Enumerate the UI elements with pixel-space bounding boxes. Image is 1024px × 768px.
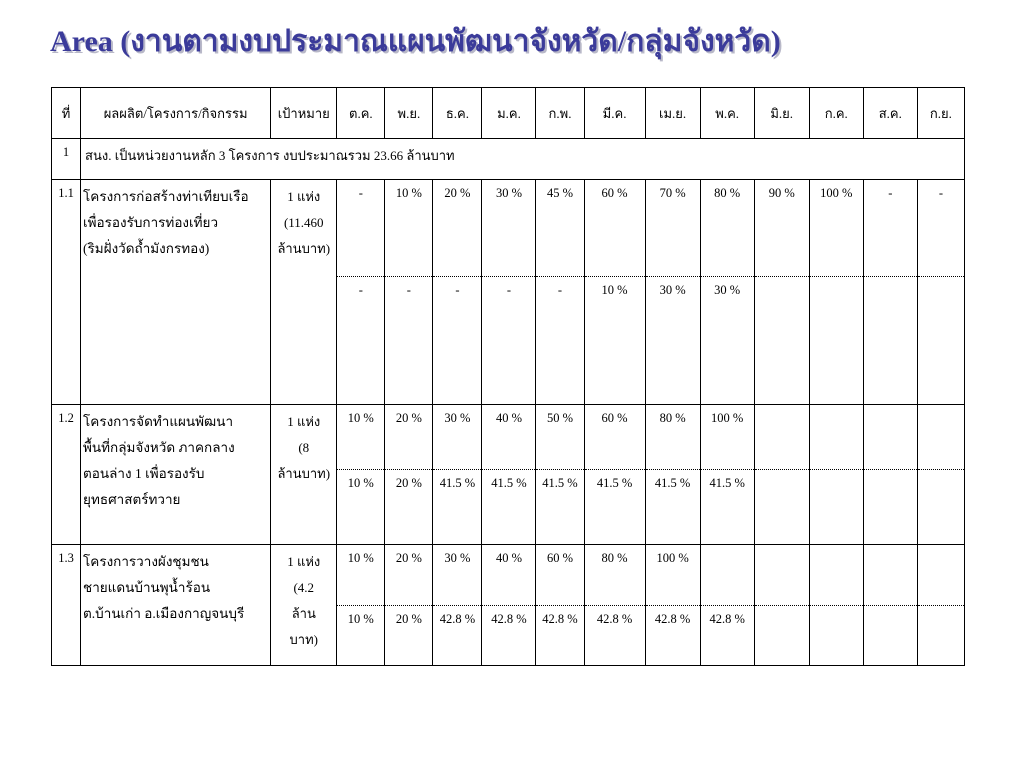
plan-progress-cell: 90 % (754, 180, 809, 277)
project-name-line: โครงการก่อสร้างท่าเทียบเรือ (83, 189, 249, 204)
actual-progress-cell (863, 277, 917, 405)
plan-progress-cell: - (863, 180, 917, 277)
project-number: 1.3 (52, 545, 81, 666)
plan-progress-cell: 60 % (584, 405, 645, 470)
header-month: ต.ค. (337, 88, 385, 139)
header-month: พ.ค. (700, 88, 754, 139)
actual-progress-cell (754, 277, 809, 405)
actual-progress-cell: 41.5 % (482, 470, 536, 545)
actual-progress-cell (917, 606, 964, 666)
actual-progress-cell (863, 470, 917, 545)
plan-progress-cell: 20 % (433, 180, 482, 277)
actual-progress-cell: 42.8 % (536, 606, 584, 666)
plan-progress-cell: 80 % (584, 545, 645, 606)
plan-progress-cell: 40 % (482, 405, 536, 470)
header-month: ธ.ค. (433, 88, 482, 139)
header-month: เม.ย. (645, 88, 700, 139)
header-target: เป้าหมาย (271, 88, 337, 139)
actual-progress-cell: - (482, 277, 536, 405)
actual-progress-cell: 42.8 % (645, 606, 700, 666)
page-title: Area (งานตามงบประมาณแผนพัฒนาจังหวัด/กลุ่มจังหวัด) (50, 25, 781, 58)
actual-progress-cell: 10 % (337, 470, 385, 545)
actual-progress-cell (917, 277, 964, 405)
project-name-line: พื้นที่กลุ่มจังหวัด ภาคกลาง (83, 440, 235, 455)
actual-progress-cell: - (536, 277, 584, 405)
actual-progress-cell (917, 470, 964, 545)
actual-progress-cell (809, 470, 863, 545)
actual-progress-cell: 10 % (584, 277, 645, 405)
header-month: ก.พ. (536, 88, 584, 139)
header-month: มิ.ย. (754, 88, 809, 139)
actual-progress-cell: 41.5 % (536, 470, 584, 545)
project-target-line: 1 แห่ง (287, 189, 321, 204)
header-row (52, 88, 965, 139)
plan-progress-cell: 10 % (385, 180, 433, 277)
actual-progress-cell: 41.5 % (584, 470, 645, 545)
project-target-line: 1 แห่ง (287, 414, 321, 429)
plan-progress-cell: 30 % (482, 180, 536, 277)
project-target (271, 180, 337, 405)
project-name-line: ตอนล่าง 1 เพื่อรองรับ (83, 466, 205, 481)
actual-progress-cell (754, 606, 809, 666)
summary-number: 1 (52, 139, 81, 180)
project-name-line: (ริมฝั่งวัดถ้ำมังกรทอง) (83, 241, 210, 256)
project-target-line: บาท) (289, 632, 318, 647)
project-name-line: ชายแดนบ้านพุน้ำร้อน (83, 580, 211, 595)
project-name-line: โครงการวางผังชุมชน (83, 554, 209, 569)
project-target-line: 1 แห่ง (287, 554, 321, 569)
plan-progress-cell: 40 % (482, 545, 536, 606)
plan-progress-cell: 100 % (809, 180, 863, 277)
project-name (81, 545, 271, 666)
plan-progress-cell: 70 % (645, 180, 700, 277)
header-month: ก.ย. (917, 88, 964, 139)
plan-progress-cell: 100 % (700, 405, 754, 470)
actual-progress-cell: - (433, 277, 482, 405)
plan-progress-cell: 10 % (337, 405, 385, 470)
project-name-line: ยุทธศาสตร์ทวาย (83, 492, 181, 507)
plan-progress-cell: - (917, 180, 964, 277)
plan-progress-cell (700, 545, 754, 606)
project-target-line: ล้าน (291, 606, 316, 621)
project-plan-row (52, 405, 965, 470)
project-name-line: โครงการจัดทำแผนพัฒนา (83, 414, 234, 429)
plan-progress-cell (754, 545, 809, 606)
actual-progress-cell: - (337, 277, 385, 405)
actual-progress-cell: 10 % (337, 606, 385, 666)
actual-progress-cell: 41.5 % (700, 470, 754, 545)
plan-progress-cell: 60 % (536, 545, 584, 606)
actual-progress-cell: 42.8 % (482, 606, 536, 666)
actual-progress-cell: 42.8 % (700, 606, 754, 666)
project-target-line: ล้านบาท) (277, 466, 331, 481)
plan-progress-cell (863, 545, 917, 606)
project-name (81, 405, 271, 545)
header-month: มี.ค. (584, 88, 645, 139)
summary-row (52, 139, 965, 180)
plan-progress-cell: 60 % (584, 180, 645, 277)
actual-progress-cell (754, 470, 809, 545)
plan-progress-cell: 20 % (385, 545, 433, 606)
plan-progress-cell (917, 545, 964, 606)
header-month: ม.ค. (482, 88, 536, 139)
actual-progress-cell: 42.8 % (584, 606, 645, 666)
header-no: ที่ (52, 88, 81, 139)
plan-progress-cell: 100 % (645, 545, 700, 606)
project-number: 1.1 (52, 180, 81, 405)
project-target-line: ล้านบาท) (277, 241, 331, 256)
plan-progress-cell (809, 405, 863, 470)
summary-text: สนง. เป็นหน่วยงานหลัก 3 โครงการ งบประมาณรวม 23.66 ล้านบาท (81, 139, 965, 180)
project-number: 1.2 (52, 405, 81, 545)
actual-progress-cell: 41.5 % (433, 470, 482, 545)
actual-progress-cell: 41.5 % (645, 470, 700, 545)
plan-progress-cell: 30 % (433, 405, 482, 470)
plan-progress-cell (754, 405, 809, 470)
plan-progress-cell: 80 % (700, 180, 754, 277)
header-item: ผลผลิต/โครงการ/กิจกรรม (81, 88, 271, 139)
plan-progress-cell: - (337, 180, 385, 277)
project-target-line: (8 (298, 440, 310, 455)
plan-progress-cell: 30 % (433, 545, 482, 606)
project-name-line: เพื่อรองรับการท่องเที่ยว (83, 215, 219, 230)
project-plan-row (52, 545, 965, 606)
plan-progress-cell: 10 % (337, 545, 385, 606)
project-target-line: (4.2 (293, 580, 315, 595)
plan-progress-cell (917, 405, 964, 470)
plan-progress-cell: 80 % (645, 405, 700, 470)
project-plan-row (52, 180, 965, 277)
project-target (271, 545, 337, 666)
actual-progress-cell: 20 % (385, 606, 433, 666)
actual-progress-cell: 30 % (700, 277, 754, 405)
actual-progress-cell (863, 606, 917, 666)
actual-progress-cell: - (385, 277, 433, 405)
actual-progress-cell: 42.8 % (433, 606, 482, 666)
actual-progress-cell: 30 % (645, 277, 700, 405)
plan-progress-cell: 20 % (385, 405, 433, 470)
header-month: ก.ค. (809, 88, 863, 139)
plan-progress-cell: 45 % (536, 180, 584, 277)
plan-progress-cell (863, 405, 917, 470)
project-schedule-table (51, 87, 965, 666)
actual-progress-cell (809, 277, 863, 405)
plan-progress-cell: 50 % (536, 405, 584, 470)
header-month: ส.ค. (863, 88, 917, 139)
project-name (81, 180, 271, 405)
plan-progress-cell (809, 545, 863, 606)
actual-progress-cell (809, 606, 863, 666)
actual-progress-cell: 20 % (385, 470, 433, 545)
header-month: พ.ย. (385, 88, 433, 139)
project-target (271, 405, 337, 545)
project-target-line: (11.460 (283, 215, 324, 230)
project-name-line: ต.บ้านเก่า อ.เมืองกาญจนบุรี (83, 606, 245, 621)
